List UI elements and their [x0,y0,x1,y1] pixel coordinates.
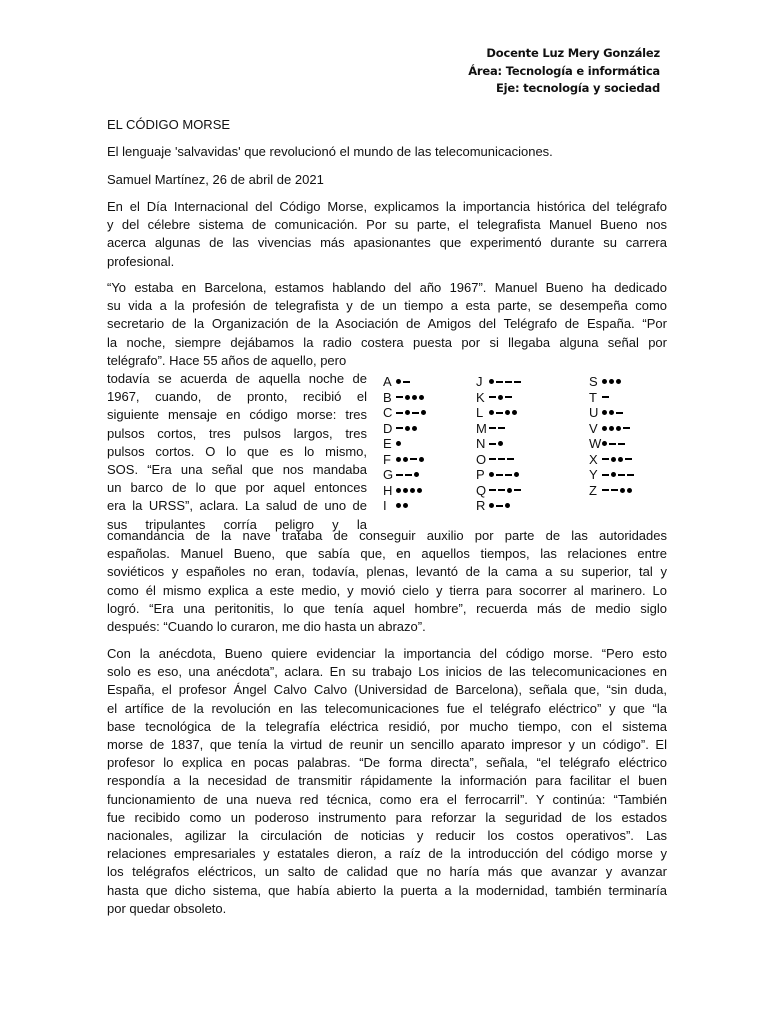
morse-dot [421,410,426,415]
morse-code [396,379,410,384]
morse-letter: U [589,405,599,420]
morse-dash [505,396,512,398]
text-line: pulsos cortos. O lo que es lo mismo, [107,443,367,459]
morse-code [396,472,419,477]
morse-entry [589,436,634,452]
morse-letter: Z [589,482,597,498]
morse-entry [589,452,634,468]
subject-area: Área: Tecnología e informática [468,63,660,78]
morse-letter: L [476,405,484,420]
morse-dash [505,381,512,383]
text-line: como él mismo explica a este medio, y movió cielo y tierra para socorrer al marinero. Lo [107,582,667,598]
morse-code [489,395,512,400]
morse-letter: B [383,389,392,405]
morse-entry [383,405,426,421]
morse-entry [589,374,634,390]
morse-dot [505,410,510,415]
text-line: comandancia de la nave trataba de conseguir auxilio por parte de las autoridades [107,528,667,543]
text-line: “Yo estaba en Barcelona, estamos hablando del año 1967”. Manuel Bueno ha dedicado [107,280,667,295]
morse-entry [383,452,426,468]
morse-dash [396,412,403,414]
morse-code [489,472,519,477]
morse-entry [589,421,634,437]
text-line: profesional. [107,253,175,269]
morse-entry [476,467,521,483]
morse-dot [602,441,607,446]
morse-dash [489,427,496,429]
morse-dash [514,489,521,491]
morse-dot [514,472,519,477]
morse-letter: K [476,389,485,405]
morse-code [602,426,630,431]
document-header [468,45,660,98]
paragraph-history [107,645,667,918]
morse-dot [396,379,401,384]
morse-dash [611,489,618,491]
morse-dash [403,381,410,383]
morse-dot [498,441,503,446]
morse-code [602,472,634,477]
morse-letter: V [589,420,598,436]
text-line: España, el profesor Ángel Calvo Calvo (Universidad de Barcelona), señala que, “sin duda, [107,682,667,698]
text-line: logró. “Era una peritonitis, lo que tenía aquel hombre”, recuerda más de medio siglo [107,600,667,616]
morse-dot [417,488,422,493]
morse-dash [602,458,609,460]
morse-code [602,396,609,398]
text-line: su vida a la profesión de telegrafista y de un tiempo a esta parte, se desempeña como [107,298,667,314]
morse-dot [505,503,510,508]
morse-entry [476,436,521,452]
morse-dot [602,410,607,415]
morse-entry [476,421,521,437]
morse-letter: A [383,374,392,389]
paragraph-anecdote-end [107,527,667,636]
morse-entry [383,483,426,499]
paragraph-anecdote-wrapped [107,370,367,534]
morse-dot [489,410,494,415]
morse-entry [476,390,521,406]
paragraph-anecdote-start [107,279,667,370]
morse-dash [396,474,403,476]
morse-code [602,441,625,446]
article-title: EL CÓDIGO MORSE [107,117,231,132]
morse-dot [618,457,623,462]
morse-dot [489,503,494,508]
morse-dot [489,472,494,477]
morse-dash [489,443,496,445]
morse-dot [403,457,408,462]
paragraph-intro [107,198,667,271]
text-line: profesor lo explica en pocas palabras. “De forma directa”, señala, “el telégrafo eléctrico [107,755,667,771]
morse-letter: E [383,436,392,451]
morse-entry [383,498,426,514]
text-line: hasta que dicho sistema, que había abierto la puerta a la modernidad, también terminaría [107,882,667,898]
morse-letter: J [476,374,483,389]
morse-dash [625,458,632,460]
morse-entry [589,390,634,406]
morse-dot [611,472,616,477]
morse-dash [602,396,609,398]
text-line: sus tripulantes corría peligro y la [107,516,367,532]
morse-code [396,441,401,446]
morse-code [489,441,503,446]
morse-dash [618,443,625,445]
text-line: telégrafo”. Hace 55 años de aquello, pero [107,352,347,368]
article-byline: Samuel Martínez, 26 de abril de 2021 [107,172,324,187]
morse-dash [507,458,514,460]
morse-dot [498,395,503,400]
text-line: En el Día Internacional del Código Morse, explicamos la importancia histórica del telégrafo [107,199,667,214]
morse-entry [476,374,521,390]
morse-code [602,488,632,493]
morse-code [489,427,505,429]
morse-letter: S [589,374,598,389]
morse-letter: H [383,482,393,498]
text-line: los telégrafos eléctricos, un salto de calidad que no haría más que avanzar y avanzar [107,864,667,880]
morse-dot [611,457,616,462]
text-line: un barco de lo que por aquel entonces [107,480,367,496]
morse-letter: P [476,467,485,482]
morse-dash [496,412,503,414]
text-line: el artífice de la revolución en las telecomunicaciones fue el telégrafo eléctrico” y que “la [107,700,667,716]
morse-code [489,458,514,460]
text-line: fue recibido como un poderoso instrumento para reforzar la seguridad de los estados [107,809,667,825]
morse-dash [514,381,521,383]
text-line: y del célebre sistema de comunicación. Por su parte, el telegrafista Manuel Bueno nos [107,217,667,233]
morse-dash [489,489,496,491]
morse-letter: X [589,451,598,467]
morse-entry [476,452,521,468]
morse-entry [589,467,634,483]
morse-dot [410,488,415,493]
morse-dash [496,505,503,507]
morse-letter: R [476,498,486,513]
morse-entry [589,483,634,499]
text-line: acerca algunas de las vivencias más apasionantes que experimentó durante su carrera [107,235,667,251]
text-line: relaciones empresariales y estatales dieron, a raíz de la introducción del código morse y [107,846,667,862]
morse-dash [616,412,623,414]
morse-letter: T [589,389,597,405]
morse-dot [507,488,512,493]
morse-letter: O [476,451,487,467]
morse-letter: F [383,451,391,467]
text-line: respondía a la necesidad de transmitir rápidamente la información para facilitar el buen [107,773,667,789]
morse-code [489,488,521,493]
morse-letter: I [383,498,387,513]
morse-dash [498,427,505,429]
text-line: solo es eso, una anécdota”, aclara. En su trabajo Los inicios de las telecomunicaciones en [107,664,667,680]
morse-dot [609,410,614,415]
morse-dot [405,426,410,431]
morse-letter: N [476,436,486,451]
morse-entry [383,390,426,406]
morse-code [489,379,521,384]
text-line: 1967, cuando, de pronto, recibió el [107,389,367,405]
morse-code [602,379,621,384]
morse-dash [609,443,616,445]
morse-dot [419,395,424,400]
morse-entry [383,467,426,483]
morse-dash [396,427,403,429]
text-line: base tecnológica de la telegrafía eléctrica residió, por mucho tiempo, con el sistema [107,718,667,734]
text-line: todavía se acuerda de aquella noche de [107,371,367,386]
morse-column-2 [476,374,521,514]
morse-dash [396,396,403,398]
morse-dot [396,441,401,446]
morse-dot [609,426,614,431]
morse-dash [410,458,417,460]
text-line: siguiente mensaje en código morse: tres [107,407,367,423]
morse-letter: C [383,405,393,420]
subject-axis: Eje: tecnología y sociedad [495,81,660,95]
morse-code [396,503,408,508]
morse-dash [618,474,625,476]
morse-column-3 [589,374,634,498]
morse-column-1 [383,374,426,514]
morse-dash [496,381,503,383]
text-line: SOS. “Era una señal que nos mandaba [107,462,367,478]
morse-code [396,488,422,493]
morse-entry [476,498,521,514]
morse-letter: Y [589,467,598,482]
morse-dot [609,379,614,384]
morse-dash [498,489,505,491]
morse-dot [489,379,494,384]
text-line: soviéticos y españoles no eran, todavía, plenas, levantó de la cama a su superior, tal y [107,564,667,580]
morse-letter: G [383,467,394,482]
morse-dot [419,457,424,462]
morse-dash [489,458,496,460]
text-line: nacionales, agilizar la circulación de noticias y reducir los costos operativos”. Las [107,828,667,844]
morse-dot [616,426,621,431]
morse-code [396,426,417,431]
morse-dash [505,474,512,476]
text-line: era la URSS”, aclara. La salud de uno de [107,498,367,514]
text-line: morse de 1837, que tenía la virtud de reunir un sencillo aparato impresor y un código”. El [107,737,667,753]
morse-dash [623,427,630,429]
text-line: la noche, siempre dejábamos la radio costera puesta por si llegaba alguna señal por [107,334,667,350]
text-line: por quedar obsoleto. [107,900,227,916]
morse-dot [405,410,410,415]
morse-dash [602,474,609,476]
morse-dash [602,489,609,491]
morse-entry [383,436,426,452]
morse-dot [620,488,625,493]
morse-dash [496,474,503,476]
morse-dot [405,395,410,400]
morse-dot [396,503,401,508]
morse-code [489,410,517,415]
text-line: Con la anécdota, Bueno quiere evidenciar la importancia del código morse. “Pero esto [107,646,667,661]
morse-dot [403,488,408,493]
morse-dot [627,488,632,493]
text-line: funcionamiento de una nueva red técnica, como era el ferrocarril”. Y continúa: “También [107,791,667,807]
morse-letter: W [589,436,602,451]
morse-entry [476,483,521,499]
morse-entry [383,374,426,390]
morse-entry [476,405,521,421]
morse-dot [414,472,419,477]
morse-entry [383,421,426,437]
teacher-name: Docente Luz Mery González [486,46,660,60]
morse-code [396,457,424,462]
morse-dot [396,488,401,493]
morse-dot [403,503,408,508]
morse-entry [589,405,634,421]
morse-dash [498,458,505,460]
morse-letter: D [383,420,393,436]
text-line: españolas. Manuel Bueno, que sabía que, en aquellos tiempos, las relaciones entre [107,546,667,562]
morse-code [489,503,510,508]
article-subtitle: El lenguaje 'salvavidas' que revolucionó el mundo de las telecomunicaciones. [107,144,553,159]
morse-code [602,457,632,462]
text-line: después: “Cuando lo curaron, me dio hasta un abrazo”. [107,619,426,635]
morse-dot [412,426,417,431]
morse-letter: M [476,420,487,436]
morse-dash [627,474,634,476]
text-line: secretario de la Organización de la Asociación de Amigos del Telégrafo de España. “Por [107,316,667,332]
text-line: pulsos cortos, tres pulsos largos, tres [107,425,367,441]
morse-dot [412,395,417,400]
morse-code [396,410,426,415]
morse-dot [512,410,517,415]
morse-dot [616,379,621,384]
morse-dash [489,396,496,398]
morse-code [602,410,623,415]
morse-dot [602,379,607,384]
morse-letter: Q [476,482,487,498]
morse-code-table [383,374,663,514]
morse-dot [396,457,401,462]
morse-dot [602,426,607,431]
morse-dash [405,474,412,476]
morse-dash [412,412,419,414]
morse-code [396,395,424,400]
